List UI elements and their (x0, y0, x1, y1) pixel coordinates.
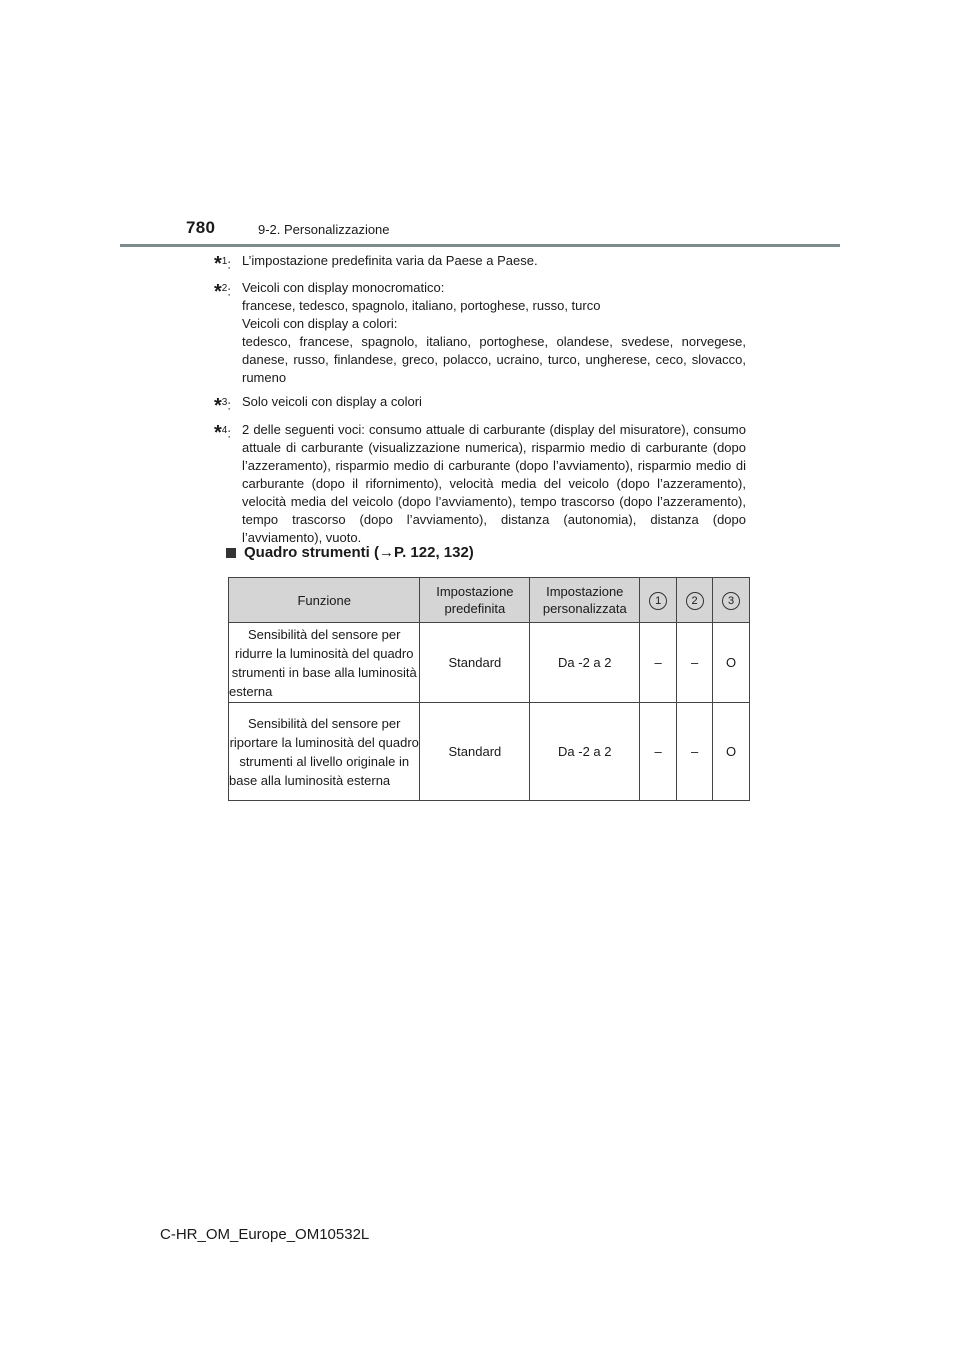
footnote-marker: *$^1$: (214, 253, 231, 276)
circled-number-3-icon: 3 (722, 592, 740, 610)
table-header-row (229, 578, 750, 623)
cell-col-2: – (677, 623, 713, 703)
cell-col-1: – (640, 703, 677, 801)
footer-document-id: C-HR_OM_Europe_OM10532L (160, 1226, 370, 1243)
table-row (229, 703, 750, 801)
arrow-icon: → (379, 544, 395, 561)
footnote-1 (214, 252, 746, 276)
header-function: Funzione (229, 578, 420, 623)
circled-number-1-icon: 1 (649, 592, 667, 610)
cell-function: Sensibilità del sensore per ridurre la luminosità del quadro strumenti in base alla luminosità esterna (229, 623, 420, 703)
footnote-text: Solo veicoli con display a colori (242, 394, 422, 410)
header-custom: Impostazione personalizzata (530, 578, 640, 623)
footnote-text: 2 delle seguenti voci: consumo attuale di carburante (display del misuratore), consumo attuale di carburante (visualizzazione numerica), risparmio medio di carburante (dopo l’azzeramento), risparmio medio di carburante (dopo l’avviamento), risparmio medio di carburante (dopo il rifornimento), velocità media del veicolo (dopo l’azzeramento), velocità media del veicolo (dopo l’avviamento), tempo trascorso (dopo l’azzeramento), tempo trascorso (dopo l’avviamento), distanza (autonomia), distanza (dopo l’avviamento), vuoto. (242, 421, 746, 545)
footnote-2 (214, 279, 746, 387)
cell-default: Standard (420, 703, 530, 801)
square-bullet-icon (226, 548, 236, 558)
cell-col-2: – (677, 703, 713, 801)
footnote-marker: *$^2$: (214, 280, 231, 303)
footnote-4 (214, 421, 746, 547)
circled-number-2-icon: 2 (686, 592, 704, 610)
header-col-1 (640, 578, 677, 623)
footnotes (214, 252, 746, 553)
settings-table (228, 577, 750, 801)
section-title: 9-2. Personalizzazione (258, 222, 390, 237)
cell-col-1: – (640, 623, 677, 703)
cell-col-3: O (713, 623, 750, 703)
footnote-marker: *$^4$: (214, 421, 231, 444)
subheading-title: Quadro strumenti ( (244, 544, 380, 561)
header-divider (120, 244, 840, 247)
table-row (229, 623, 750, 703)
footnote-3 (214, 393, 746, 417)
cell-function: Sensibilità del sensore per riportare la luminosità del quadro strumenti al livello originale in base alla luminosità esterna (229, 703, 420, 801)
footnote-marker: *$^3$: (214, 394, 231, 417)
cell-custom: Da -2 a 2 (530, 703, 640, 801)
footnote-text: Veicoli con display monocromatico: francese, tedesco, spagnolo, italiano, portoghese, russo, turco Veicoli con display a colori: tedesco, francese, spagnolo, italiano, portoghese, olandese, svedese, norvegese, danese, russo, finlandese, greco, polacco, ucraino, turco, ungherese, ceco, slovacco, rumeno (242, 280, 746, 386)
header-col-2 (677, 578, 713, 623)
footnote-text: L’impostazione predefinita varia da Paese a Paese. (242, 253, 538, 268)
page-reference: P. 122, 132) (394, 544, 474, 561)
page-number: 780 (186, 218, 216, 237)
header-default: Impostazione predefinita (420, 578, 530, 623)
cell-col-3: O (713, 703, 750, 801)
cell-default: Standard (420, 623, 530, 703)
header-col-3 (713, 578, 750, 623)
subheading (226, 544, 474, 561)
cell-custom: Da -2 a 2 (530, 623, 640, 703)
